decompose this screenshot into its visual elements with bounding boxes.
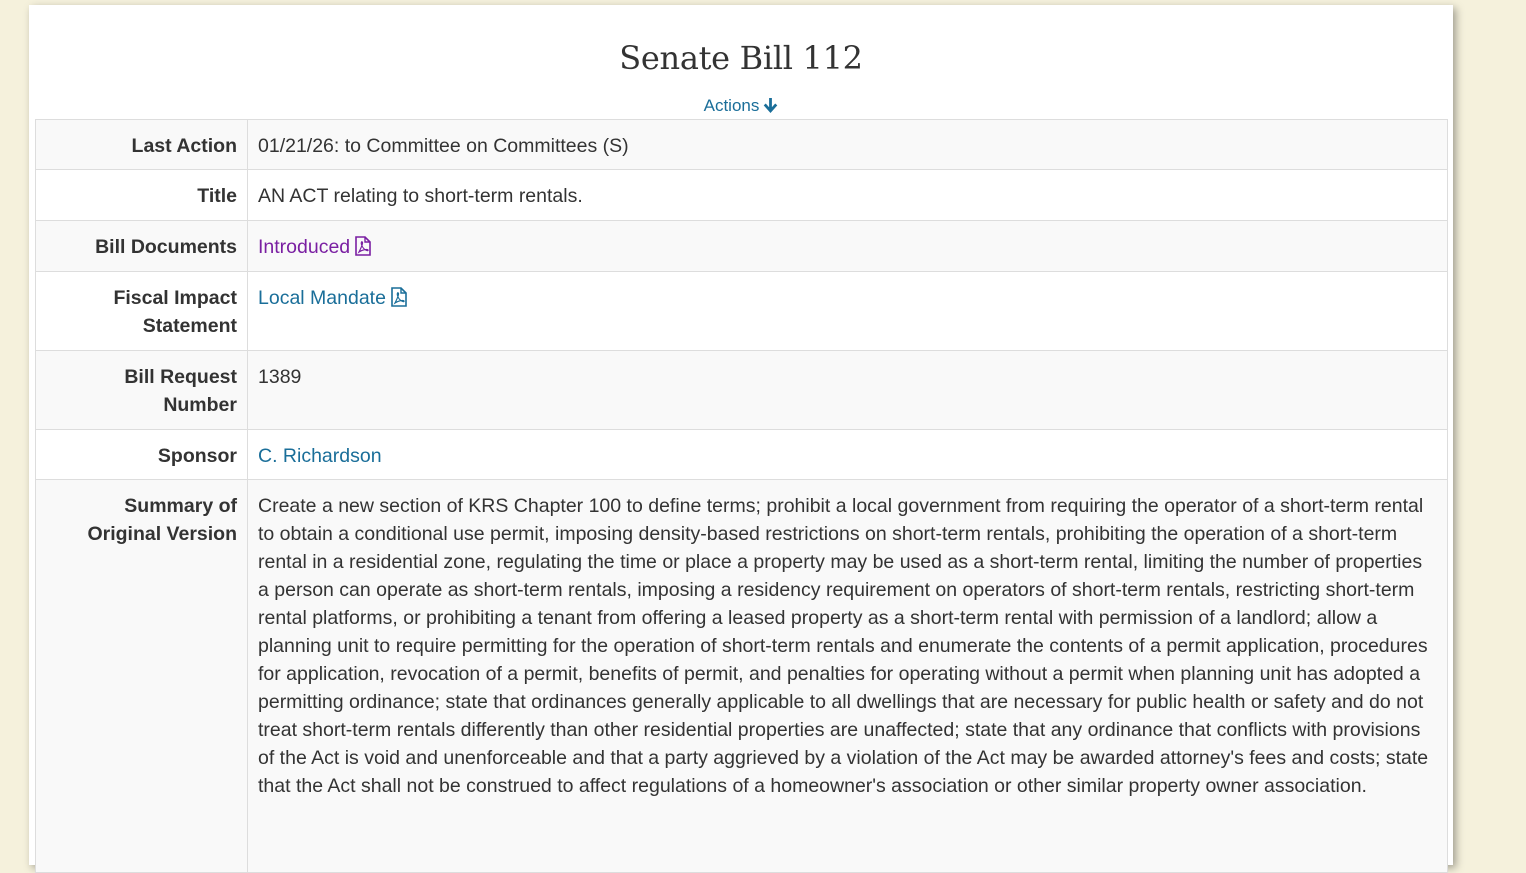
bill-request-number-label: Bill Request Number [36,351,248,430]
title-value: AN ACT relating to short-term rentals. [248,170,1448,221]
row-bill-documents [36,221,1448,272]
page-title: Senate Bill 112 [619,39,863,77]
introduced-document-link[interactable] [258,236,372,258]
last-action-label: Last Action [36,120,248,170]
row-summary [36,480,1448,873]
sponsor-value [248,430,1448,480]
bill-info-table [35,119,1448,873]
fiscal-impact-value [248,272,1448,351]
arrow-down-icon [763,98,778,118]
local-mandate-link[interactable] [258,287,408,309]
bill-documents-label: Bill Documents [36,221,248,272]
local-mandate-link-text: Local Mandate [258,287,386,309]
row-last-action [36,120,1448,170]
sponsor-label: Sponsor [36,430,248,480]
row-title [36,170,1448,221]
actions-link[interactable] [29,96,1453,118]
pdf-icon [390,287,408,315]
row-bill-request-number [36,351,1448,430]
summary-label: Summary of Original Version [36,480,248,873]
title-label: Title [36,170,248,221]
summary-value: Create a new section of KRS Chapter 100 to define terms; prohibit a local government from requiring the operator of a short-term rental to obtain a conditional use permit, imposing density-based restrictions on short-term rentals, prohibiting the operation of a short-term rental in a residential zone, regulating the time or place a property may be used as a short-term rental, limiting the number of properties a person can operate as short-term rentals, imposing a residency requirement on operators of short-term rentals, restricting short-term rental platforms, or prohibiting a tenant from offering a leased property as a short-term rental with permission of a landlord; allow a planning unit to require permitting for the operation of short-term rentals and enumerate the contents of a permit application, procedures for application, revocation of a permit, benefits of permit, and penalties for operating without a permit when planning unit has adopted a permitting ordinance; state that ordinances generally applicable to all dwellings that are necessary for public health or safety and do not treat short-term rentals differently than other residential properties are unaffected; state that any ordinance that conflicts with provisions of the Act is void and unenforceable and that a party aggrieved by a violation of the Act may be awarded attorney's fees and costs; state that the Act shall not be construed to affect regulations of a homeowner's association or other similar property owner association. [248,480,1448,873]
last-action-value: 01/21/26: to Committee on Committees (S) [248,120,1448,170]
pdf-icon [354,236,372,264]
sponsor-link[interactable]: C. Richardson [258,445,382,467]
bill-documents-value [248,221,1448,272]
row-sponsor [36,430,1448,480]
actions-label: Actions [703,96,760,115]
bill-request-number-value: 1389 [248,351,1448,430]
row-fiscal-impact [36,272,1448,351]
introduced-link-text: Introduced [258,236,351,258]
fiscal-impact-label: Fiscal Impact Statement [36,272,248,351]
bill-detail-panel [29,5,1453,865]
